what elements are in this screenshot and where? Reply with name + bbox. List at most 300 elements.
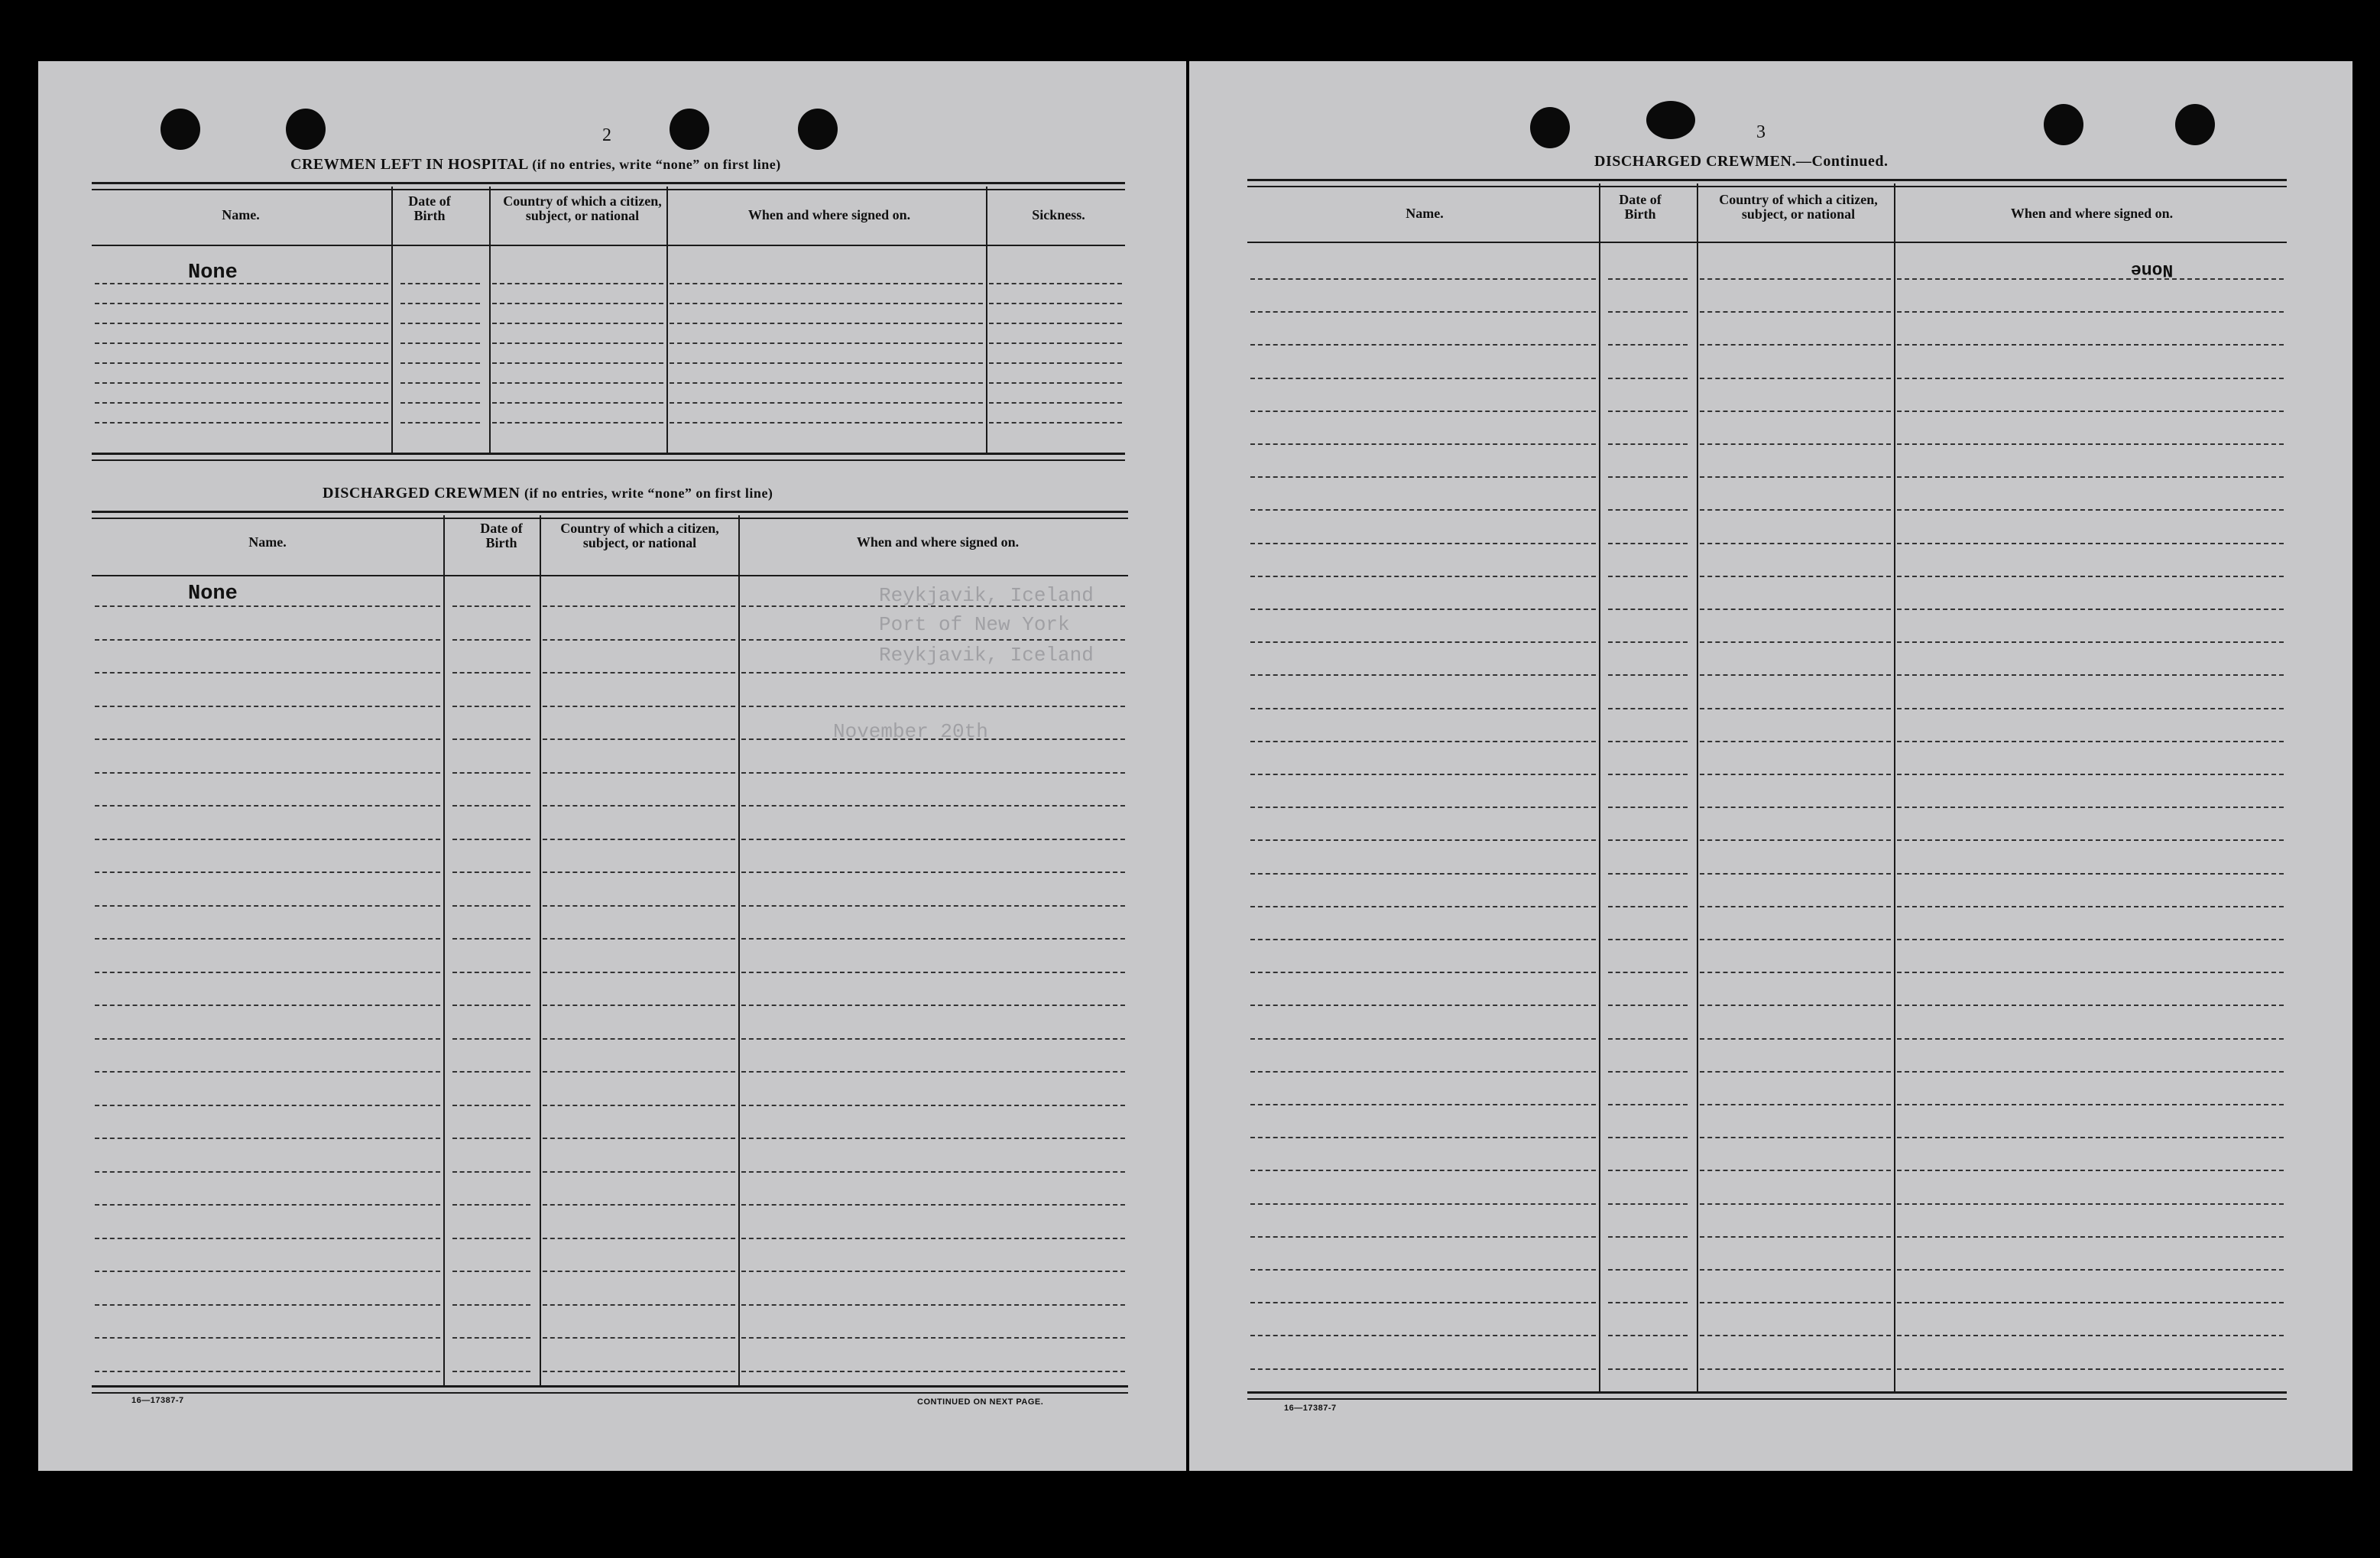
header-rule — [92, 575, 1128, 576]
table-bottom-rule — [92, 1385, 1128, 1394]
ruled-line — [741, 839, 1125, 840]
ruled-line — [1897, 1368, 2284, 1370]
ruled-line — [741, 772, 1125, 774]
ruled-line — [95, 639, 440, 641]
ruled-line — [1700, 1038, 1891, 1040]
ruled-line — [1700, 1269, 1891, 1271]
ruled-line — [95, 1238, 440, 1239]
ruled-line — [670, 342, 983, 344]
ruled-line — [400, 422, 480, 424]
ruled-line — [741, 1005, 1125, 1006]
ruled-line — [741, 938, 1125, 940]
ruled-line — [989, 342, 1122, 344]
ruled-line — [452, 605, 530, 607]
ruled-line — [543, 772, 735, 774]
ruled-line — [543, 738, 735, 740]
ruled-line — [1700, 509, 1891, 511]
ruled-line — [492, 323, 663, 324]
ruled-line — [452, 1038, 530, 1040]
column-divider — [738, 515, 740, 1385]
column-divider — [986, 187, 987, 453]
ruled-line — [1608, 939, 1688, 940]
ruled-line — [1250, 873, 1596, 875]
column-divider — [1697, 183, 1698, 1391]
discharged-entry-name: None — [188, 583, 238, 605]
ruled-line — [1250, 1335, 1596, 1336]
ruled-line — [1700, 1005, 1891, 1006]
ruled-line — [452, 839, 530, 840]
table-top-rule — [92, 511, 1128, 519]
ruled-line — [400, 402, 480, 404]
ruled-line — [452, 1204, 530, 1206]
ruled-line — [1700, 476, 1891, 478]
ruled-line — [95, 1304, 440, 1306]
punch-hole — [2044, 104, 2083, 145]
ruled-line — [1897, 906, 2284, 907]
ruled-line — [741, 1271, 1125, 1272]
punch-hole — [1530, 107, 1570, 148]
ruled-line — [670, 382, 983, 384]
ruled-line — [1250, 674, 1596, 676]
ruled-line — [400, 323, 480, 324]
ruled-line — [1897, 807, 2284, 808]
column-header-signed-on: When and where signed on. — [856, 534, 1020, 550]
ruled-line — [1700, 972, 1891, 973]
ruled-line — [1608, 1005, 1688, 1006]
column-header-country: Country of which a citizen, subject, or national — [1719, 192, 1878, 222]
column-header-date-of-birth: Date of Birth — [408, 193, 451, 223]
ruled-line — [1608, 411, 1688, 412]
column-header-name: Name. — [222, 207, 260, 222]
ruled-line — [1608, 972, 1688, 973]
ruled-line — [1897, 1236, 2284, 1238]
ruled-line — [1250, 344, 1596, 346]
ruled-line — [1700, 807, 1891, 808]
ruled-line — [1700, 443, 1891, 445]
ruled-line — [1897, 1170, 2284, 1171]
ruled-line — [452, 1005, 530, 1006]
ruled-line — [1250, 1137, 1596, 1138]
header-rule — [1247, 242, 2287, 243]
ruled-line — [95, 342, 388, 344]
ruled-line — [1608, 1368, 1688, 1370]
ruled-line — [670, 422, 983, 424]
ruled-line — [1700, 1137, 1891, 1138]
ruled-line — [1700, 278, 1891, 280]
ruled-line — [1897, 344, 2284, 346]
ruled-line — [95, 805, 440, 807]
ruled-line — [1250, 641, 1596, 643]
ruled-line — [1608, 873, 1688, 875]
ruled-line — [1608, 774, 1688, 775]
ruled-line — [543, 872, 735, 873]
ruled-line — [989, 283, 1122, 284]
ruled-line — [1250, 1368, 1596, 1370]
ruled-line — [1250, 476, 1596, 478]
column-header-signed-on: When and where signed on. — [2010, 206, 2174, 221]
ruled-line — [400, 342, 480, 344]
ruled-line — [741, 1105, 1125, 1106]
ruled-line — [670, 283, 983, 284]
ruled-line — [1897, 1203, 2284, 1205]
ruled-line — [95, 1105, 440, 1106]
column-header-name: Name. — [1406, 206, 1444, 221]
ruled-line — [1897, 476, 2284, 478]
ruled-line — [452, 772, 530, 774]
ruled-line — [95, 938, 440, 940]
right-page — [1189, 61, 2352, 1471]
ruled-line — [452, 872, 530, 873]
ruled-line — [543, 1171, 735, 1173]
page-number: 3 — [1756, 122, 1766, 142]
ruled-line — [1608, 807, 1688, 808]
ruled-line — [670, 402, 983, 404]
column-divider — [1894, 183, 1895, 1391]
column-divider — [1599, 183, 1600, 1391]
ruled-line — [1608, 1137, 1688, 1138]
ruled-line — [1608, 839, 1688, 841]
ruled-line — [1897, 411, 2284, 412]
ruled-line — [95, 323, 388, 324]
ruled-line — [95, 905, 440, 907]
ruled-line — [492, 402, 663, 404]
ruled-line — [989, 323, 1122, 324]
ruled-line — [452, 672, 530, 674]
ruled-line — [543, 839, 735, 840]
table-top-rule — [1247, 179, 2287, 187]
ruled-line — [1608, 1170, 1688, 1171]
punch-hole — [798, 109, 838, 150]
ruled-line — [1700, 708, 1891, 709]
ruled-line — [670, 323, 983, 324]
ruled-line — [95, 839, 440, 840]
punch-hole — [2175, 104, 2215, 145]
ruled-line — [95, 772, 440, 774]
ruled-line — [741, 1204, 1125, 1206]
ruled-line — [741, 738, 1125, 740]
ruled-line — [492, 283, 663, 284]
ruled-line — [95, 1138, 440, 1139]
ruled-line — [1700, 674, 1891, 676]
column-header-country: Country of which a citizen, subject, or national — [503, 193, 662, 223]
ruled-line — [1250, 839, 1596, 841]
ruled-line — [95, 872, 440, 873]
ruled-line — [1608, 311, 1688, 313]
ruled-line — [543, 905, 735, 907]
ruled-line — [543, 605, 735, 607]
ruled-line — [1897, 1038, 2284, 1040]
ruled-line — [1897, 1137, 2284, 1138]
ruled-line — [1897, 774, 2284, 775]
ruled-line — [400, 303, 480, 304]
ruled-line — [543, 1138, 735, 1139]
ruled-line — [95, 738, 440, 740]
ruled-line — [741, 1238, 1125, 1239]
ruled-line — [1700, 378, 1891, 379]
ruled-line — [1250, 411, 1596, 412]
hospital-entry-name: None — [188, 261, 238, 284]
ruled-line — [95, 605, 440, 607]
column-header-date-of-birth: Date of Birth — [1619, 192, 1662, 222]
ruled-line — [989, 303, 1122, 304]
ruled-line — [1250, 1038, 1596, 1040]
ruled-line — [400, 283, 480, 284]
ruled-line — [1897, 576, 2284, 577]
ruled-line — [95, 402, 388, 404]
continued-note: CONTINUED ON NEXT PAGE. — [917, 1397, 1044, 1407]
ruled-line — [400, 362, 480, 364]
bleed-through-text: Port of New York — [879, 613, 1070, 636]
ruled-line — [543, 639, 735, 641]
ruled-line — [1608, 278, 1688, 280]
ruled-line — [452, 1105, 530, 1106]
ruled-line — [1897, 641, 2284, 643]
ruled-line — [741, 1071, 1125, 1073]
ruled-line — [741, 706, 1125, 707]
ruled-line — [452, 1238, 530, 1239]
column-header-date-of-birth: Date of Birth — [480, 521, 523, 550]
ruled-line — [95, 672, 440, 674]
ruled-line — [1250, 1005, 1596, 1006]
ruled-line — [1608, 509, 1688, 511]
ruled-line — [95, 422, 388, 424]
ruled-line — [741, 905, 1125, 907]
ruled-line — [670, 303, 983, 304]
ruled-line — [1700, 1236, 1891, 1238]
ruled-line — [543, 1204, 735, 1206]
ruled-line — [1608, 1071, 1688, 1073]
ruled-line — [1700, 873, 1891, 875]
ruled-line — [452, 1304, 530, 1306]
ruled-line — [1608, 1236, 1688, 1238]
ruled-line — [1250, 972, 1596, 973]
ruled-line — [1700, 1203, 1891, 1205]
ruled-line — [95, 1271, 440, 1272]
ruled-line — [1700, 1335, 1891, 1336]
ruled-line — [452, 1337, 530, 1339]
ruled-line — [1250, 1203, 1596, 1205]
ruled-line — [1700, 906, 1891, 907]
bleed-through-text: November 20th — [833, 720, 988, 743]
ruled-line — [452, 1138, 530, 1139]
discharged-section-title: DISCHARGED CREWMEN (if no entries, write “none” on first line) — [323, 485, 773, 501]
column-divider — [540, 515, 541, 1385]
ruled-line — [1700, 311, 1891, 313]
ruled-line — [543, 672, 735, 674]
ruled-line — [741, 872, 1125, 873]
ruled-line — [452, 1271, 530, 1272]
ruled-line — [492, 362, 663, 364]
ruled-line — [543, 1304, 735, 1306]
ruled-line — [1250, 807, 1596, 808]
ruled-line — [95, 1038, 440, 1040]
ruled-line — [1897, 674, 2284, 676]
ruled-line — [1700, 1368, 1891, 1370]
ruled-line — [452, 938, 530, 940]
ruled-line — [1700, 344, 1891, 346]
ruled-line — [1897, 543, 2284, 544]
ruled-line — [1897, 509, 2284, 511]
ruled-line — [1897, 1302, 2284, 1303]
ruled-line — [1250, 278, 1596, 280]
ruled-line — [95, 382, 388, 384]
ruled-line — [1608, 609, 1688, 610]
ruled-line — [989, 362, 1122, 364]
ruled-line — [543, 1005, 735, 1006]
ruled-line — [1250, 443, 1596, 445]
ruled-line — [1608, 1269, 1688, 1271]
ruled-line — [1608, 543, 1688, 544]
ruled-line — [1250, 939, 1596, 940]
ruled-line — [1608, 1038, 1688, 1040]
ruled-line — [543, 1105, 735, 1106]
ruled-line — [1250, 1170, 1596, 1171]
ruled-line — [95, 1204, 440, 1206]
column-header-signed-on: When and where signed on. — [747, 207, 911, 222]
ruled-line — [543, 1337, 735, 1339]
bleed-through-text: Reykjavik, Iceland — [879, 644, 1094, 667]
ruled-line — [1250, 576, 1596, 577]
ruled-line — [452, 1171, 530, 1173]
ruled-line — [95, 706, 440, 707]
ruled-line — [1897, 443, 2284, 445]
ruled-line — [1608, 344, 1688, 346]
ruled-line — [452, 1071, 530, 1073]
ruled-line — [492, 342, 663, 344]
ruled-line — [1608, 378, 1688, 379]
column-header-sickness: Sickness. — [1032, 207, 1085, 222]
hospital-section-title: CREWMEN LEFT IN HOSPITAL (if no entries, write “none” on first line) — [290, 156, 781, 173]
ruled-line — [543, 938, 735, 940]
ruled-line — [1608, 641, 1688, 643]
ruled-line — [1700, 543, 1891, 544]
ruled-line — [1250, 609, 1596, 610]
ruled-line — [741, 672, 1125, 674]
ruled-line — [1897, 972, 2284, 973]
ruled-line — [1897, 708, 2284, 709]
ruled-line — [1608, 1203, 1688, 1205]
ruled-line — [1250, 741, 1596, 742]
ruled-line — [95, 1005, 440, 1006]
ruled-line — [1250, 1104, 1596, 1105]
ruled-line — [1700, 839, 1891, 841]
ruled-line — [741, 805, 1125, 807]
ruled-line — [1608, 906, 1688, 907]
ruled-line — [989, 422, 1122, 424]
ruled-line — [741, 1337, 1125, 1339]
ruled-line — [1250, 509, 1596, 511]
left-page — [38, 61, 1186, 1471]
ruled-line — [1700, 1104, 1891, 1105]
ruled-line — [1700, 939, 1891, 940]
ruled-line — [1897, 1005, 2284, 1006]
table-bottom-rule — [1247, 1391, 2287, 1400]
header-rule — [92, 245, 1125, 246]
ruled-line — [1250, 774, 1596, 775]
ruled-line — [1897, 609, 2284, 610]
ruled-line — [670, 362, 983, 364]
ruled-line — [1700, 741, 1891, 742]
ruled-line — [95, 1371, 440, 1372]
ruled-line — [989, 382, 1122, 384]
ruled-line — [1250, 906, 1596, 907]
ruled-line — [1608, 708, 1688, 709]
ruled-line — [452, 706, 530, 707]
ruled-line — [741, 1138, 1125, 1139]
ruled-line — [1250, 543, 1596, 544]
ruled-line — [95, 1337, 440, 1339]
punch-hole — [1646, 101, 1695, 139]
ruled-line — [1608, 443, 1688, 445]
ruled-line — [452, 805, 530, 807]
ruled-line — [1897, 1104, 2284, 1105]
ruled-line — [543, 1038, 735, 1040]
ruled-line — [452, 639, 530, 641]
ruled-line — [1250, 1269, 1596, 1271]
ruled-line — [95, 972, 440, 973]
form-number: 16—17387-7 — [131, 1396, 184, 1405]
ruled-line — [95, 303, 388, 304]
ruled-line — [1608, 1302, 1688, 1303]
ruled-line — [1608, 1335, 1688, 1336]
punch-hole — [670, 109, 709, 150]
ruled-line — [452, 738, 530, 740]
ruled-line — [1250, 1236, 1596, 1238]
ruled-line — [1700, 1170, 1891, 1171]
ruled-line — [95, 362, 388, 364]
ruled-line — [741, 605, 1125, 607]
ruled-line — [1608, 674, 1688, 676]
ruled-line — [1250, 1071, 1596, 1073]
ruled-line — [1608, 476, 1688, 478]
ruled-line — [1700, 641, 1891, 643]
ruled-line — [1897, 1269, 2284, 1271]
bleed-through-text: Reykjavik, Iceland — [879, 584, 1094, 607]
ruled-line — [1608, 576, 1688, 577]
ruled-line — [1250, 378, 1596, 379]
ruled-line — [543, 1271, 735, 1272]
ruled-line — [1897, 939, 2284, 940]
ruled-line — [543, 805, 735, 807]
ruled-line — [741, 1171, 1125, 1173]
column-header-country: Country of which a citizen, subject, or national — [560, 521, 719, 550]
ruled-line — [741, 639, 1125, 641]
ruled-line — [1897, 278, 2284, 280]
ruled-line — [741, 1304, 1125, 1306]
table-bottom-rule — [92, 453, 1125, 461]
ruled-line — [1700, 576, 1891, 577]
ruled-line — [741, 1038, 1125, 1040]
punch-hole — [286, 109, 326, 150]
ruled-line — [543, 1371, 735, 1372]
ruled-line — [400, 382, 480, 384]
ruled-line — [1700, 774, 1891, 775]
ruled-line — [543, 972, 735, 973]
ruled-line — [492, 382, 663, 384]
ruled-line — [95, 1171, 440, 1173]
ruled-line — [95, 283, 388, 284]
ruled-line — [1250, 1302, 1596, 1303]
punch-hole — [161, 109, 200, 150]
ruled-line — [1897, 839, 2284, 841]
discharged-continued-entry: None — [2131, 260, 2174, 280]
column-header-name: Name. — [248, 534, 287, 550]
ruled-line — [741, 1371, 1125, 1372]
column-divider — [666, 187, 668, 453]
ruled-line — [1700, 609, 1891, 610]
column-divider — [391, 187, 393, 453]
form-number: 16—17387-7 — [1284, 1404, 1337, 1413]
